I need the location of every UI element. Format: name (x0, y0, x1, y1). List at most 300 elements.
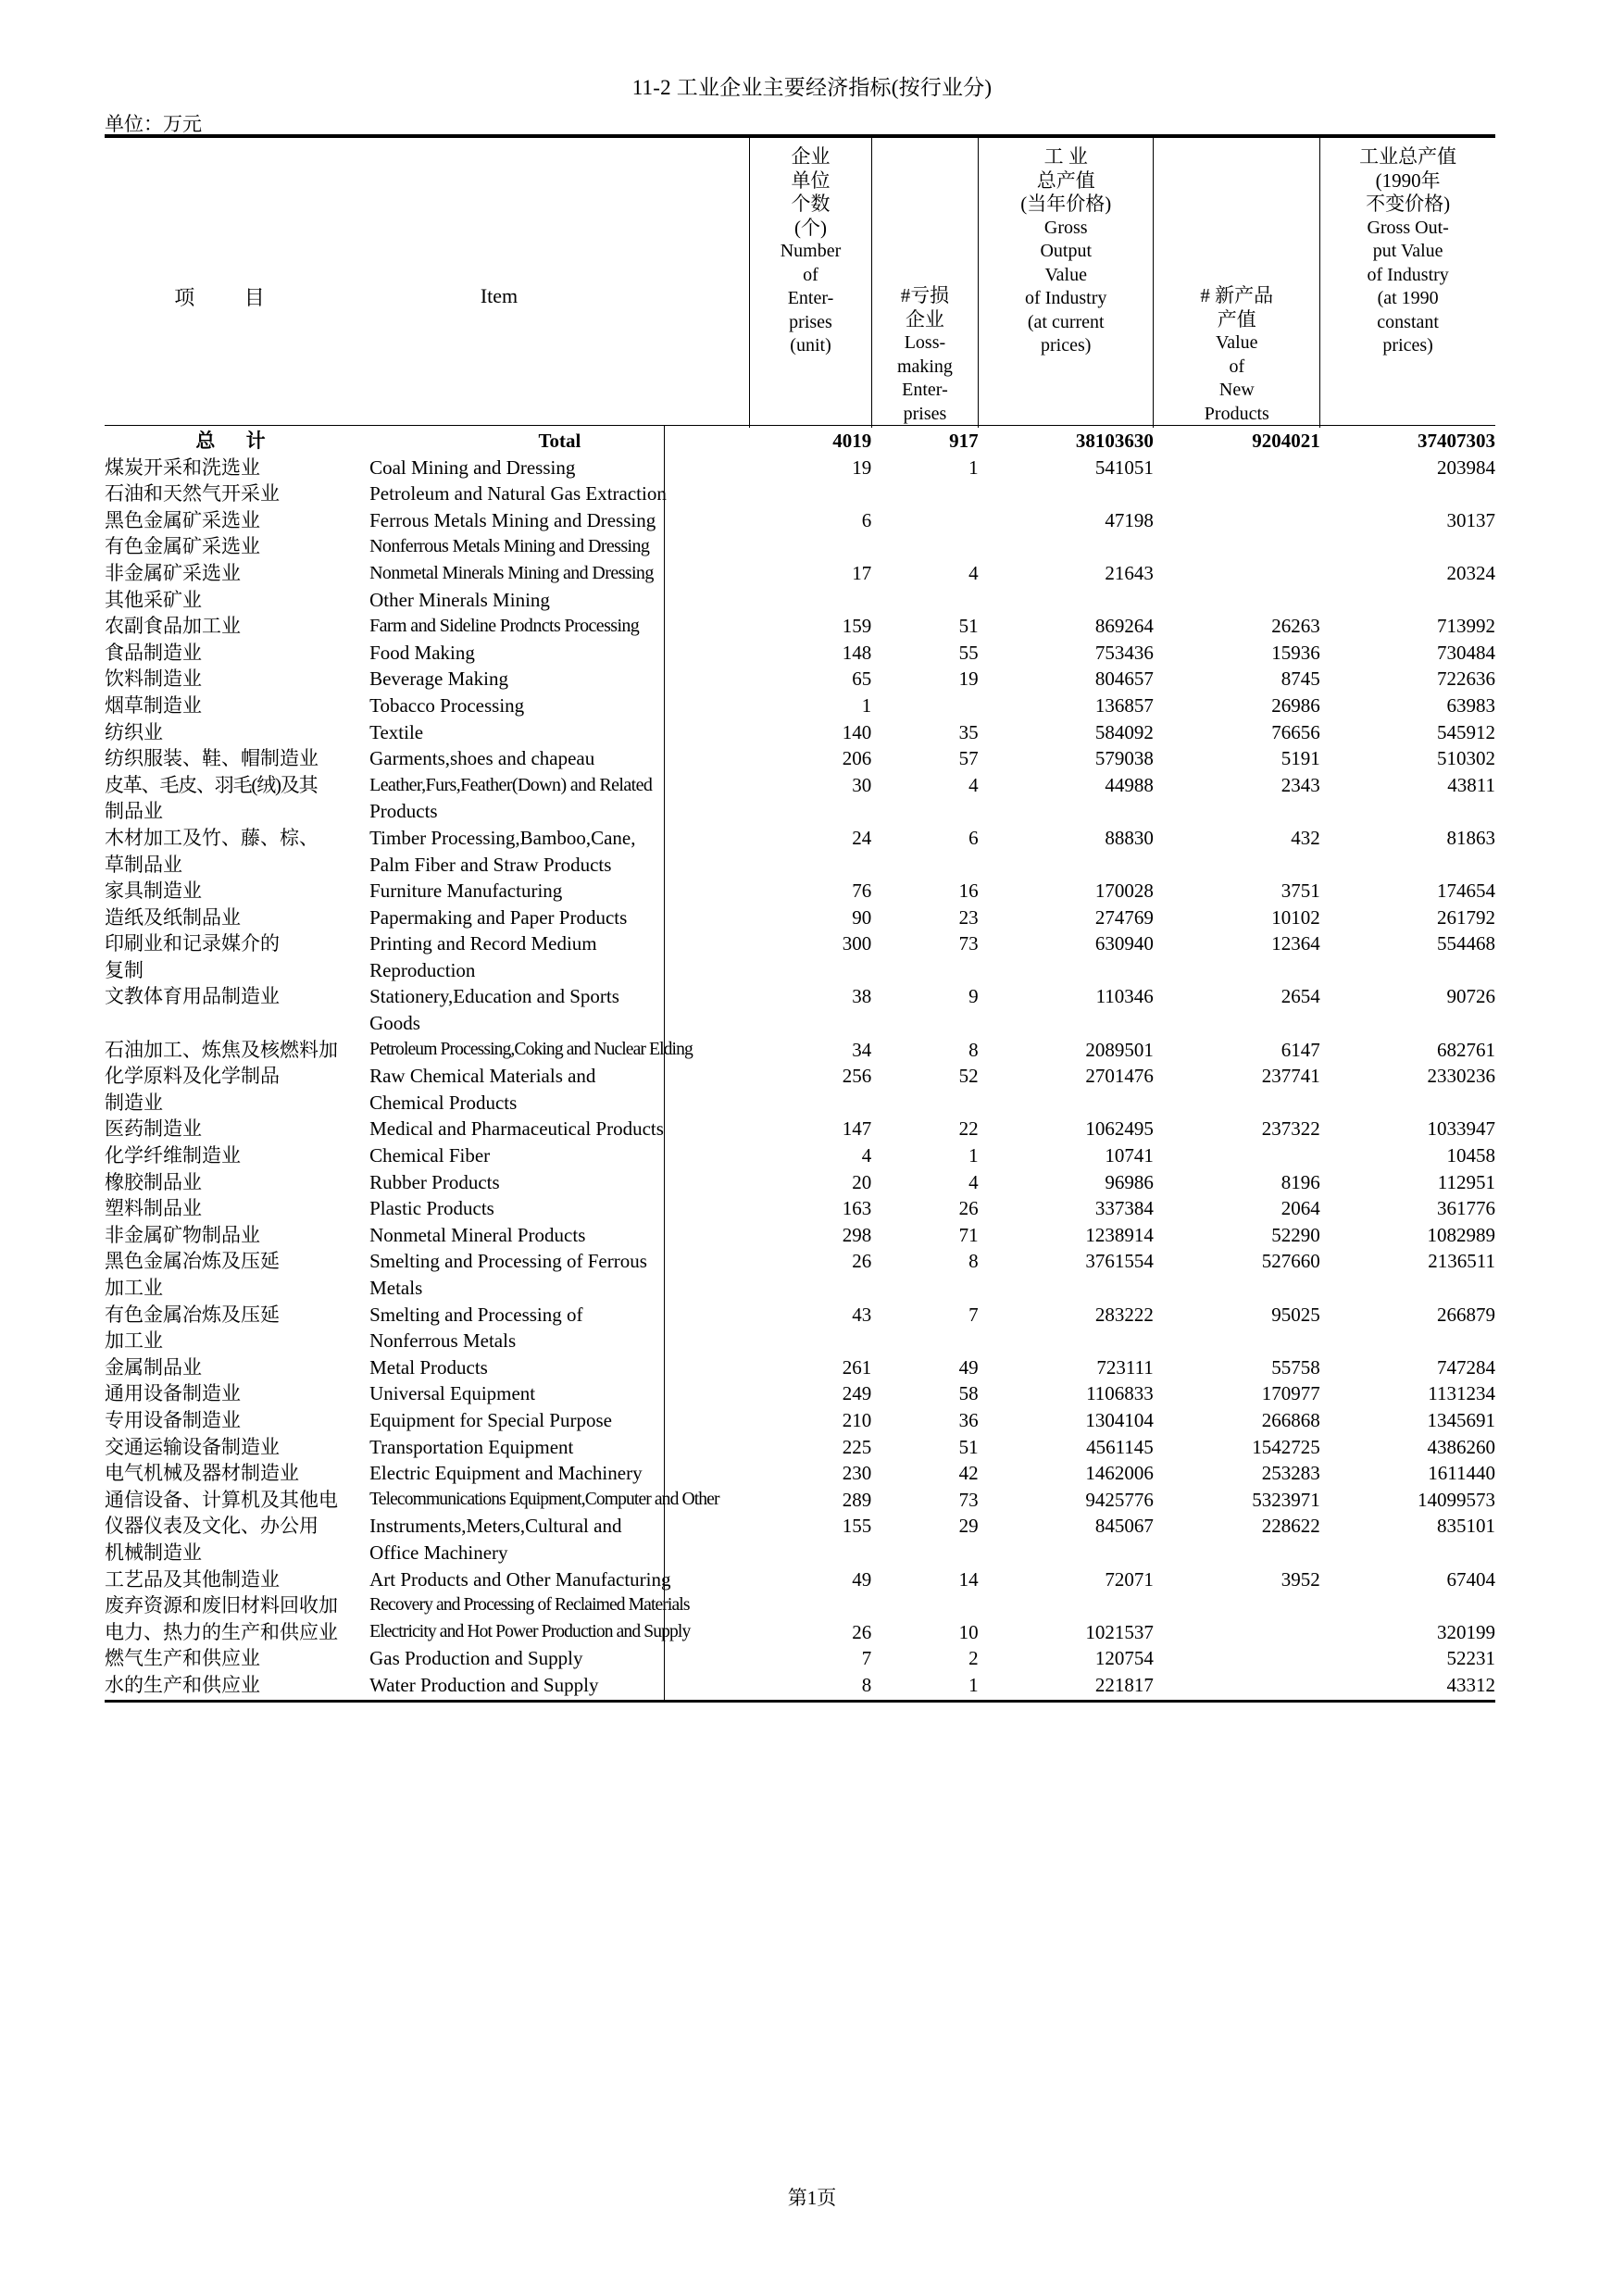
table-row (105, 983, 1495, 1010)
row-value-gross-output-current: 136857 (1094, 693, 1154, 717)
row-value-new-products (1154, 587, 1320, 614)
row-label-en: Electric Equipment and Machinery (369, 1462, 643, 1485)
table-row (105, 930, 1495, 957)
row-value-empty (1320, 1328, 1495, 1354)
table-row (105, 1248, 1495, 1275)
row-value-loss-making: 57 (958, 747, 979, 770)
hdr-g90-en3: of Industry (1367, 264, 1449, 285)
table-row (105, 560, 1495, 587)
row-label-cn: 文教体育用品制造业 (105, 985, 280, 1008)
row-value-empty (1154, 1540, 1320, 1566)
row-value-empty (979, 1540, 1154, 1566)
row-value-loss-making: 8 (968, 1038, 979, 1061)
table-row (105, 1354, 1495, 1381)
table-row (105, 1142, 1495, 1169)
header-item-cell (105, 136, 750, 428)
table-body (105, 428, 1495, 1699)
row-value-new-products: 26263 (1271, 615, 1320, 638)
row-label-cn: 废弃资源和废旧材料回收加 (105, 1594, 338, 1617)
table-row-continuation (105, 1275, 1495, 1302)
row-value-enterprises (750, 587, 872, 614)
row-value-loss-making (871, 533, 978, 560)
table-row (105, 1169, 1495, 1196)
row-label-en-line2: Goods (369, 1012, 420, 1035)
row-value-gross-output-1990: 713992 (1437, 615, 1495, 638)
row-label-cn-line2: 复制 (105, 958, 144, 981)
row-value-gross-output-current: 723111 (1096, 1355, 1154, 1379)
table-row-continuation (105, 1540, 1495, 1566)
row-value-gross-output-1990: 1082989 (1427, 1223, 1495, 1246)
row-value-new-products (1154, 1645, 1320, 1672)
hdr-gc-en2: Output (1040, 241, 1092, 261)
row-value-new-products: 76656 (1271, 720, 1320, 743)
row-value-new-products: 3952 (1280, 1567, 1320, 1591)
row-label-cn: 煤炭开采和洗选业 (105, 455, 260, 479)
row-label-en: Leather,Furs,Feather(Down) and Related (369, 774, 653, 795)
row-label-cn: 仪器仪表及文化、办公用 (105, 1515, 319, 1538)
row-label-cn: 纺织业 (105, 720, 163, 743)
row-value-new-products: 8745 (1280, 668, 1320, 691)
row-value-gross-output-1990: 14099573 (1418, 1488, 1495, 1511)
row-label-cn: 非金属矿物制品业 (105, 1223, 260, 1246)
row-value-gross-output-1990 (1320, 1592, 1495, 1619)
row-value-gross-output-1990: 174654 (1437, 880, 1495, 903)
row-value-empty (871, 1328, 978, 1354)
header-item-cn: 项 目 (174, 286, 287, 309)
row-value-enterprises: 4019 (832, 430, 872, 452)
table-row (105, 533, 1495, 560)
row-label-en: Petroleum Processing,Coking and Nuclear Elding (369, 1039, 693, 1059)
row-value-new-products: 12364 (1271, 932, 1320, 955)
table-row-continuation (105, 798, 1495, 825)
row-value-loss-making: 10 (958, 1620, 979, 1643)
row-label-en: Water Production and Supply (369, 1673, 599, 1696)
row-value-enterprises: 49 (852, 1567, 872, 1591)
row-label-cn: 黑色金属矿采选业 (105, 508, 260, 531)
row-value-new-products: 432 (1291, 826, 1320, 849)
row-value-new-products (1154, 533, 1320, 560)
row-value-empty (750, 798, 872, 825)
table-row (105, 1380, 1495, 1407)
row-label-en-line2: Products (369, 800, 438, 823)
row-value-new-products: 237741 (1261, 1065, 1320, 1088)
hdr-loss-en2: making (896, 356, 953, 377)
row-value-gross-output-1990: 545912 (1437, 720, 1495, 743)
row-value-enterprises: 76 (852, 880, 872, 903)
row-value-gross-output-1990: 52231 (1446, 1647, 1495, 1670)
row-value-empty (750, 852, 872, 879)
row-label-en-line2: Chemical Products (369, 1091, 518, 1114)
table-row (105, 1592, 1495, 1619)
row-label-cn: 有色金属冶炼及压延 (105, 1303, 280, 1326)
row-value-loss-making: 19 (958, 668, 979, 691)
row-value-enterprises (750, 533, 872, 560)
row-value-enterprises: 7 (861, 1647, 872, 1670)
row-label-cn-line2: 加工业 (105, 1277, 163, 1299)
row-value-loss-making: 2 (968, 1647, 979, 1670)
hdr-g90-cn2: (1990年 (1375, 168, 1441, 192)
row-value-gross-output-1990: 361776 (1437, 1197, 1495, 1220)
row-value-gross-output-current: 804657 (1094, 668, 1154, 691)
table-head (105, 136, 1495, 428)
row-value-gross-output-1990: 203984 (1437, 455, 1495, 479)
row-value-loss-making: 55 (958, 641, 979, 664)
row-value-gross-output-current: 1238914 (1085, 1223, 1154, 1246)
row-label-cn: 烟草制造业 (105, 693, 202, 717)
row-value-loss-making: 14 (958, 1567, 979, 1591)
table-row (105, 1566, 1495, 1593)
row-value-loss-making: 6 (968, 826, 979, 849)
hdr-ent-en1: Number (780, 241, 842, 261)
row-label-cn: 黑色金属冶炼及压延 (105, 1250, 280, 1273)
row-value-empty (750, 1540, 872, 1566)
row-value-new-products: 8196 (1280, 1170, 1320, 1193)
row-label-en: Metal Products (369, 1355, 488, 1379)
row-value-loss-making (871, 1592, 978, 1619)
row-value-empty (1154, 1328, 1320, 1354)
row-value-empty (1154, 1090, 1320, 1117)
row-value-gross-output-1990: 37407303 (1418, 430, 1495, 452)
row-value-gross-output-1990: 2136511 (1428, 1250, 1495, 1273)
hdr-g90-en5: constant (1377, 311, 1439, 332)
table-bottom-rule (105, 1700, 1495, 1703)
row-value-empty (871, 957, 978, 984)
row-value-gross-output-current: 2089501 (1085, 1038, 1154, 1061)
table-row (105, 640, 1495, 667)
row-value-gross-output-1990 (1320, 587, 1495, 614)
row-label-cn: 金属制品业 (105, 1355, 202, 1379)
row-value-loss-making: 9 (968, 985, 979, 1008)
hdr-loss-en3: Enter- (902, 380, 948, 400)
row-value-gross-output-current: 96986 (1105, 1170, 1154, 1193)
hdr-np-en3: New (1218, 380, 1255, 400)
row-label-en: Printing and Record Medium (369, 932, 597, 955)
row-value-empty (871, 852, 978, 879)
row-label-cn: 非金属矿采选业 (105, 561, 241, 584)
row-label-en: Transportation Equipment (369, 1435, 574, 1458)
row-value-gross-output-current: 47198 (1105, 508, 1154, 531)
row-value-gross-output-1990: 722636 (1437, 668, 1495, 691)
row-value-empty (750, 1328, 872, 1354)
row-label-cn-line2: 草制品业 (105, 853, 182, 876)
table-row (105, 1619, 1495, 1646)
row-value-gross-output-1990: 90726 (1446, 985, 1495, 1008)
hdr-np-en1: Value (1216, 332, 1258, 353)
row-value-empty (1154, 852, 1320, 879)
table-row (105, 1434, 1495, 1461)
row-label-cn: 石油和天然气开采业 (105, 482, 280, 505)
row-value-gross-output-1990: 261792 (1437, 905, 1495, 929)
hdr-ent-cn1: 企业 (791, 145, 831, 168)
row-value-gross-output-1990: 266879 (1437, 1303, 1495, 1326)
header-col-new-products (1154, 136, 1320, 428)
hdr-gc-cn3: (当年价格) (1020, 193, 1112, 215)
table-row (105, 1672, 1495, 1699)
row-value-empty (1154, 1275, 1320, 1302)
row-value-new-products: 266868 (1261, 1408, 1320, 1431)
row-value-enterprises: 6 (861, 508, 872, 531)
row-value-new-products (1154, 1672, 1320, 1699)
row-label-en: Petroleum and Natural Gas Extraction (369, 482, 667, 505)
row-value-gross-output-current: 88830 (1105, 826, 1154, 849)
row-value-enterprises: 19 (852, 455, 872, 479)
row-value-new-products: 527660 (1261, 1250, 1320, 1273)
row-value-enterprises: 38 (852, 985, 872, 1008)
hdr-loss-cn1: #亏损 (900, 284, 950, 306)
row-value-gross-output-1990: 63983 (1446, 693, 1495, 717)
row-value-new-products: 2343 (1280, 773, 1320, 796)
row-value-enterprises: 65 (852, 668, 872, 691)
header-col-gross-current (979, 136, 1154, 428)
table-row-total (105, 428, 1495, 455)
row-value-new-products: 10102 (1271, 905, 1320, 929)
row-label-cn-line2 (105, 1010, 369, 1037)
row-label-en: Textile (369, 720, 424, 743)
row-value-loss-making: 51 (958, 615, 979, 638)
row-label-cn: 有色金属矿采选业 (105, 535, 260, 558)
row-label-en: Rubber Products (369, 1170, 500, 1193)
row-value-loss-making (871, 480, 978, 507)
row-value-loss-making: 49 (958, 1355, 979, 1379)
page-title: 11-2 工业企业主要经济指标(按行业分) (631, 76, 993, 99)
row-value-new-products (1154, 1142, 1320, 1169)
row-value-enterprises (750, 480, 872, 507)
row-label-cn: 交通运输设备制造业 (105, 1435, 280, 1458)
header-col-gross-1990 (1320, 136, 1495, 428)
row-value-enterprises: 261 (842, 1355, 872, 1379)
table-row (105, 693, 1495, 719)
row-value-gross-output-current: 1304104 (1085, 1408, 1154, 1431)
row-value-loss-making: 58 (958, 1382, 979, 1405)
row-value-empty (871, 1540, 978, 1566)
row-value-empty (1320, 852, 1495, 879)
row-value-gross-output-current: 1462006 (1085, 1462, 1154, 1485)
page-footer: 第1页 (787, 2187, 837, 2209)
row-value-empty (1320, 957, 1495, 984)
row-value-enterprises (750, 1592, 872, 1619)
hdr-g90-cn1: 工业总产值 (1359, 145, 1457, 168)
row-value-gross-output-current: 630940 (1094, 932, 1154, 955)
row-value-gross-output-1990: 1033947 (1427, 1117, 1495, 1141)
row-value-enterprises: 210 (842, 1408, 872, 1431)
row-value-new-products: 237322 (1261, 1117, 1320, 1141)
row-label-cn: 家具制造业 (105, 880, 202, 903)
row-value-enterprises: 249 (842, 1382, 872, 1405)
row-label-cn: 橡胶制品业 (105, 1170, 202, 1193)
row-value-loss-making: 1 (968, 1673, 979, 1696)
row-value-gross-output-current: 72071 (1105, 1567, 1154, 1591)
row-label-en: Tobacco Processing (369, 693, 525, 717)
row-label-en: Timber Processing,Bamboo,Cane, (369, 826, 636, 849)
hdr-ent-cn2: 单位 (791, 168, 831, 192)
row-value-new-products: 2064 (1280, 1197, 1320, 1220)
row-label-cn: 工艺品及其他制造业 (105, 1567, 280, 1591)
table-row (105, 745, 1495, 772)
row-value-enterprises: 159 (842, 615, 872, 638)
row-value-empty (979, 1275, 1154, 1302)
hdr-g90-en2: put Value (1372, 241, 1443, 261)
header-item-en: Item (480, 284, 518, 307)
row-value-gross-output-current (979, 1592, 1154, 1619)
row-value-empty (979, 798, 1154, 825)
row-label-cn: 水的生产和供应业 (105, 1673, 260, 1696)
table-row (105, 1460, 1495, 1487)
hdr-gc-en5: (at current (1027, 311, 1105, 332)
row-value-new-products (1154, 1592, 1320, 1619)
hdr-gc-cn2: 总产值 (1036, 168, 1095, 192)
row-value-loss-making: 51 (958, 1435, 979, 1458)
row-value-gross-output-1990: 1345691 (1427, 1408, 1495, 1431)
row-label-cn: 农副食品加工业 (105, 615, 241, 638)
row-label-en: Recovery and Processing of Reclaimed Materials (369, 1595, 690, 1616)
row-value-loss-making: 73 (958, 932, 979, 955)
row-value-enterprises: 20 (852, 1170, 872, 1193)
row-value-gross-output-current: 3761554 (1085, 1250, 1154, 1273)
row-value-gross-output-current (979, 480, 1154, 507)
row-value-empty (1154, 798, 1320, 825)
row-value-gross-output-1990: 510302 (1437, 747, 1495, 770)
row-value-loss-making: 16 (958, 880, 979, 903)
row-label-en: Equipment for Special Purpose (369, 1408, 612, 1431)
row-value-gross-output-current: 110346 (1095, 985, 1154, 1008)
row-value-empty (979, 852, 1154, 879)
row-value-gross-output-current: 845067 (1094, 1515, 1154, 1538)
row-value-gross-output-current: 1021537 (1085, 1620, 1154, 1643)
row-value-enterprises: 206 (842, 747, 872, 770)
row-value-gross-output-1990: 30137 (1446, 508, 1495, 531)
row-label-cn: 总 计 (195, 430, 279, 452)
hdr-gc-en1: Gross (1043, 217, 1088, 238)
row-value-loss-making (871, 693, 978, 719)
table-row (105, 1513, 1495, 1540)
table-row (105, 480, 1495, 507)
table-row (105, 613, 1495, 640)
hdr-g90-en6: prices) (1382, 335, 1433, 356)
row-label-en: Electricity and Hot Power Production and Supply (369, 1621, 691, 1641)
row-value-enterprises: 30 (852, 773, 872, 796)
row-label-cn: 专用设备制造业 (105, 1408, 241, 1431)
hdr-ent-en4: prises (789, 311, 832, 332)
table-row (105, 878, 1495, 905)
row-label-cn: 其他采矿业 (105, 588, 202, 611)
row-label-en-line2: Reproduction (369, 958, 476, 981)
row-label-en: Garments,shoes and chapeau (369, 747, 595, 770)
row-value-enterprises: 8 (861, 1673, 872, 1696)
unit-note: 单位：万元 (105, 113, 202, 135)
column-divider-item (664, 426, 665, 1700)
hdr-np-en4: Products (1204, 403, 1269, 424)
row-value-loss-making: 23 (958, 905, 979, 929)
row-value-new-products (1154, 507, 1320, 534)
row-value-loss-making: 29 (958, 1515, 979, 1538)
row-value-empty (979, 1090, 1154, 1117)
hdr-ent-en2: of (803, 264, 818, 285)
row-value-loss-making: 26 (958, 1197, 979, 1220)
row-value-new-products: 2654 (1280, 985, 1320, 1008)
row-label-cn: 通用设备制造业 (105, 1382, 241, 1405)
row-label-cn: 燃气生产和供应业 (105, 1647, 260, 1670)
row-value-new-products: 9204021 (1252, 430, 1320, 452)
hdr-np-en2: of (1229, 356, 1245, 377)
row-label-en: Nonmetal Mineral Products (369, 1223, 586, 1246)
row-value-empty (1320, 1090, 1495, 1117)
table-row (105, 1487, 1495, 1514)
table-row (105, 587, 1495, 614)
hdr-gc-en4: of Industry (1025, 288, 1107, 308)
row-value-enterprises: 225 (842, 1435, 872, 1458)
row-value-loss-making: 71 (958, 1223, 979, 1246)
row-label-cn: 电力、热力的生产和供应业 (105, 1620, 338, 1643)
row-value-gross-output-current: 869264 (1094, 615, 1154, 638)
row-label-cn: 印刷业和记录媒介的 (105, 932, 280, 955)
row-value-gross-output-1990: 320199 (1437, 1620, 1495, 1643)
row-value-gross-output-current: 1106833 (1086, 1382, 1154, 1405)
row-value-gross-output-1990: 1131234 (1428, 1382, 1495, 1405)
row-value-new-products: 55758 (1271, 1355, 1320, 1379)
row-value-loss-making: 1 (968, 1144, 979, 1167)
row-label-en: Total (538, 430, 581, 452)
row-label-cn: 木材加工及竹、藤、棕、 (105, 826, 319, 849)
row-value-new-products (1154, 560, 1320, 587)
row-value-gross-output-current: 541051 (1094, 455, 1154, 479)
row-value-loss-making: 36 (958, 1408, 979, 1431)
row-value-loss-making: 35 (958, 720, 979, 743)
table-row (105, 719, 1495, 746)
row-value-empty (871, 1275, 978, 1302)
row-label-en: Chemical Fiber (369, 1144, 491, 1167)
row-label-en-line2: Nonferrous Metals (369, 1329, 517, 1353)
row-label-cn: 饮料制造业 (105, 668, 202, 691)
row-value-new-products: 52290 (1271, 1223, 1320, 1246)
row-value-gross-output-1990 (1320, 480, 1495, 507)
row-value-gross-output-1990: 4386260 (1427, 1435, 1495, 1458)
hdr-ent-cn4: (个) (794, 216, 828, 239)
row-value-empty (1154, 1010, 1320, 1037)
row-label-cn: 食品制造业 (105, 641, 202, 664)
row-label-cn-line2: 加工业 (105, 1329, 163, 1353)
table-row-continuation (105, 1328, 1495, 1354)
table-row (105, 1195, 1495, 1222)
row-value-gross-output-1990: 43811 (1447, 773, 1495, 796)
table-row-continuation (105, 1010, 1495, 1037)
row-value-gross-output-1990 (1320, 533, 1495, 560)
row-label-en-line2: Palm Fiber and Straw Products (369, 853, 612, 876)
row-label-en: Art Products and Other Manufacturing (369, 1567, 671, 1591)
row-value-gross-output-current: 38103630 (1075, 430, 1154, 452)
hdr-ent-cn3: 个数 (791, 193, 831, 215)
table-container (105, 134, 1495, 1699)
row-value-loss-making: 8 (968, 1250, 979, 1273)
table-row (105, 1063, 1495, 1090)
hdr-loss-cn2: 企业 (905, 307, 944, 331)
row-value-empty (979, 1328, 1154, 1354)
row-value-gross-output-1990: 554468 (1437, 932, 1495, 955)
row-value-new-products: 3751 (1280, 880, 1320, 903)
row-value-loss-making: 52 (958, 1065, 979, 1088)
row-value-gross-output-current (979, 587, 1154, 614)
row-label-en: Smelting and Processing of (369, 1303, 583, 1326)
table-row (105, 1037, 1495, 1064)
row-value-empty (1320, 1540, 1495, 1566)
row-label-cn: 石油加工、炼焦及核燃料加 (105, 1038, 338, 1061)
row-value-gross-output-current: 4561145 (1086, 1435, 1154, 1458)
table-row (105, 825, 1495, 852)
row-label-en: Food Making (369, 641, 475, 664)
row-value-loss-making: 1 (968, 455, 979, 479)
row-value-gross-output-current: 283222 (1094, 1303, 1154, 1326)
row-value-enterprises: 147 (842, 1117, 872, 1141)
table-row-continuation (105, 1090, 1495, 1117)
